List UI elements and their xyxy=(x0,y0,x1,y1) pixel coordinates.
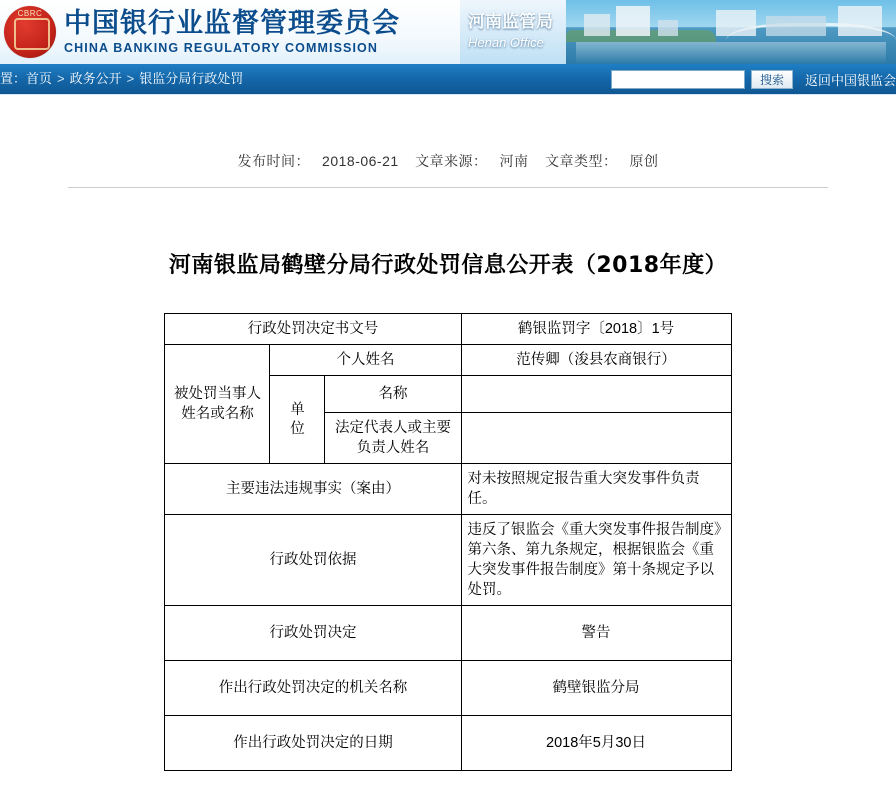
photo-building xyxy=(716,10,756,36)
page-title: 河南银监局鹤壁分局行政处罚信息公开表（2018年度） xyxy=(168,253,728,278)
decision-date-value: 2018年5月30日 xyxy=(461,716,731,771)
header-office-block xyxy=(468,10,553,52)
breadcrumb-separator: > xyxy=(57,71,65,86)
unit-label-text: 单位 xyxy=(290,401,307,437)
navigation-bar xyxy=(0,64,896,94)
site-title-english: CHINA BANKING REGULATORY COMMISSION xyxy=(64,41,378,55)
legal-representative-value xyxy=(461,413,731,464)
legal-representative-label: 法定代表人或主要负责人姓名 xyxy=(325,413,461,464)
legal-basis-label: 行政处罚依据 xyxy=(165,515,461,606)
table-row xyxy=(165,716,731,771)
doc-number-label: 行政处罚决定书文号 xyxy=(165,314,461,345)
article-type-value: 原创 xyxy=(629,153,659,169)
table-row xyxy=(165,661,731,716)
unit-name-label: 名称 xyxy=(325,376,461,413)
site-header-banner xyxy=(0,0,896,64)
penalty-info-table xyxy=(164,313,731,771)
person-name-label: 个人姓名 xyxy=(270,345,461,376)
header-title-block xyxy=(64,8,400,56)
party-label: 被处罚当事人姓名或名称 xyxy=(165,345,270,464)
doc-number-value: 鹤银监罚字〔2018〕1号 xyxy=(461,314,731,345)
search-input[interactable] xyxy=(611,70,745,89)
publish-time-value: 2018-06-21 xyxy=(322,153,399,169)
breadcrumb-item-home[interactable]: 首页 xyxy=(26,71,53,86)
header-cityscape-photo xyxy=(566,0,896,64)
unit-name-value xyxy=(461,376,731,413)
breadcrumb-item-branch-penalty[interactable]: 银监分局行政处罚 xyxy=(139,71,244,86)
decision-label: 行政处罚决定 xyxy=(165,606,461,661)
breadcrumb xyxy=(0,64,243,94)
page-content xyxy=(0,95,896,771)
return-to-cbrc-link[interactable]: 返回中国银监会 xyxy=(804,72,896,88)
photo-building xyxy=(616,6,650,36)
nav-right-area xyxy=(611,64,896,94)
legal-basis-value: 违反了银监会《重大突发事件报告制度》第六条、第九条规定，根据银监会《重大突发事件报告制度》第十条规定予以处罚。 xyxy=(461,515,731,606)
emblem-label: CBRC xyxy=(17,9,43,18)
site-title-chinese: 中国银行业监督管理委员会 xyxy=(64,8,400,39)
facts-label: 主要违法违规事实（案由） xyxy=(165,464,461,515)
table-row xyxy=(165,464,731,515)
table-row xyxy=(165,515,731,606)
photo-building xyxy=(766,16,826,36)
header-logo-area xyxy=(0,0,460,64)
cbrc-emblem-icon xyxy=(4,6,56,58)
search-button[interactable]: 搜索 xyxy=(751,70,793,89)
photo-building xyxy=(658,20,678,36)
article-meta xyxy=(68,151,828,187)
decision-date-label: 作出行政处罚决定的日期 xyxy=(165,716,461,771)
photo-building xyxy=(838,6,882,36)
breadcrumb-item-government-affairs[interactable]: 政务公开 xyxy=(69,71,122,86)
person-name-value: 范传卿（浚县农商银行） xyxy=(461,345,731,376)
photo-building xyxy=(584,14,610,36)
table-row xyxy=(165,314,731,345)
office-name-english: Henan Office xyxy=(468,35,544,50)
office-name-chinese: 河南监管局 xyxy=(468,12,553,32)
article-container xyxy=(68,95,828,187)
authority-value: 鹤壁银监分局 xyxy=(461,661,731,716)
breadcrumb-separator: > xyxy=(126,71,135,86)
source-value: 河南 xyxy=(499,153,529,169)
publish-time-label: 发布时间： xyxy=(237,153,311,169)
photo-water-reflection xyxy=(576,42,886,64)
decision-value: 警告 xyxy=(461,606,731,661)
table-row xyxy=(165,345,731,376)
breadcrumb-prefix: 置： xyxy=(0,71,27,86)
authority-label: 作出行政处罚决定的机关名称 xyxy=(165,661,461,716)
table-row xyxy=(165,606,731,661)
facts-value: 对未按照规定报告重大突发事件负责任。 xyxy=(461,464,731,515)
source-label: 文章来源： xyxy=(415,153,488,169)
unit-label xyxy=(270,376,325,464)
article-type-label: 文章类型： xyxy=(544,153,618,169)
